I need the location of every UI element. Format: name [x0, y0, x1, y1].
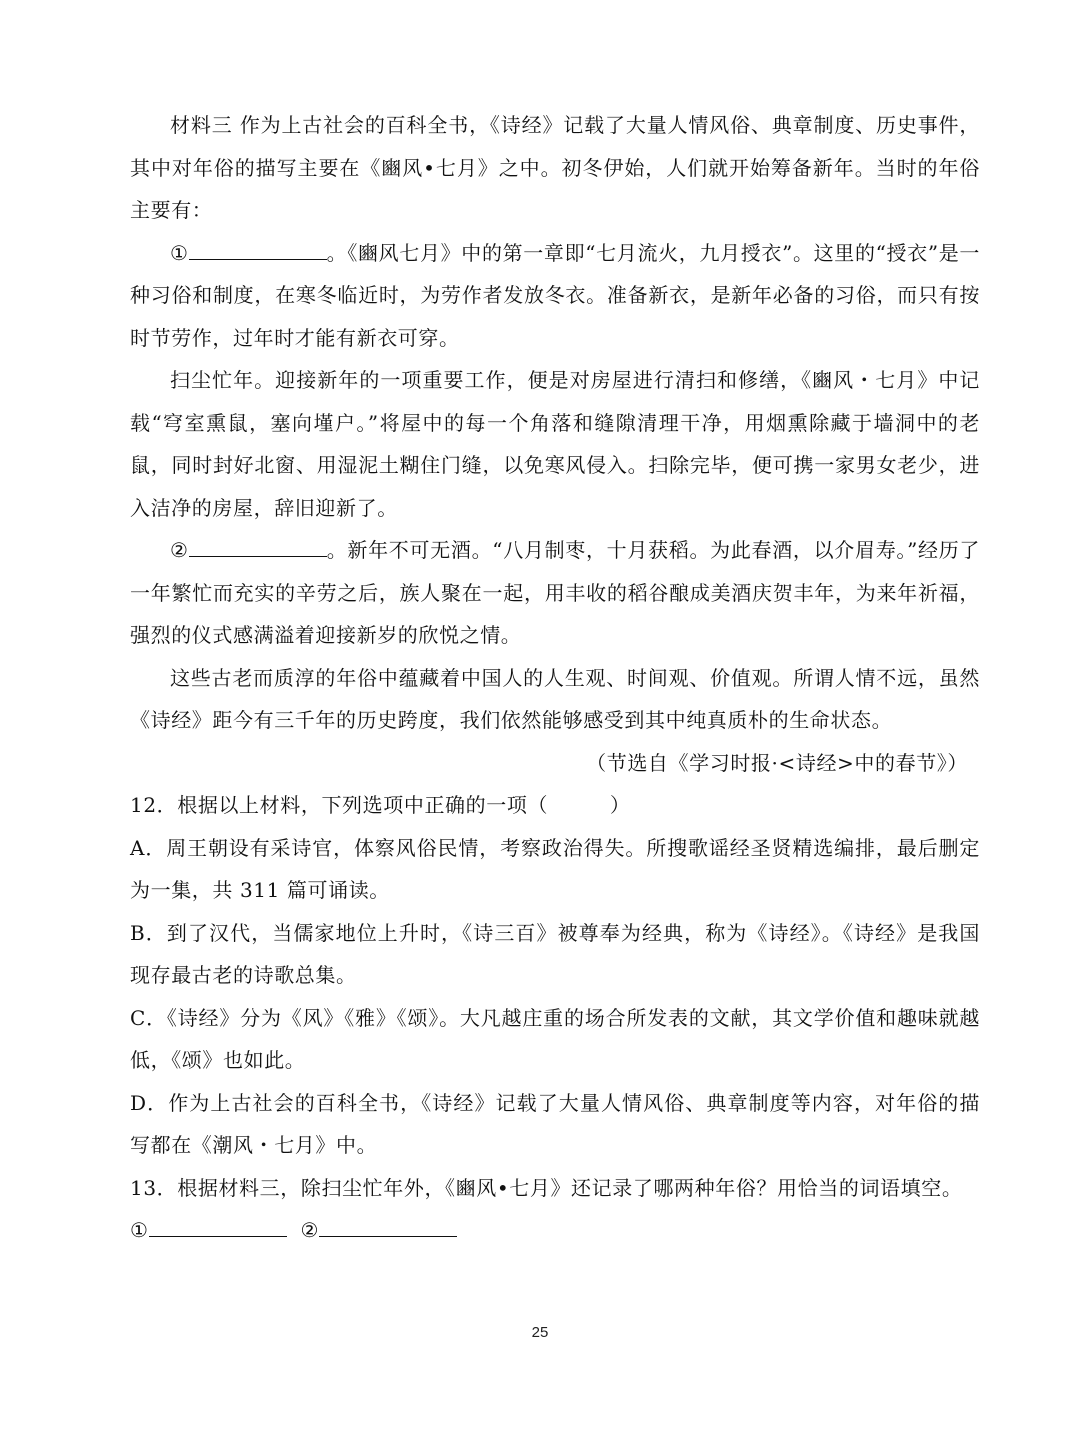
- question-13-stem: 13．根据材料三，除扫尘忙年外，《豳风•七月》还记录了哪两种年俗？用恰当的词语填空。: [130, 1175, 963, 1200]
- paragraph-conclusion: 这些古老而质淳的年俗中蕴藏着中国人的人生观、时间观、价值观。所谓人情不远，虽然《诗经》距今有三千年的历史跨度，我们依然能够感受到其中纯真质朴的生命状态。: [130, 665, 980, 732]
- paragraph-sweeping: 扫尘忙年。迎接新年的一项重要工作，便是对房屋进行清扫和修缮，《豳风・七月》中记载“穹室熏鼠，塞向墐户。”将屋中的每一个角落和缝隙清理干净，用烟熏除藏于墙洞中的老鼠，同时封好北窗、用湿泥土糊住门缝，以免寒风侵入。扫除完毕，便可携一家男女老少，进入洁净的房屋，辞旧迎新了。: [130, 368, 980, 520]
- material-three-intro: 材料三 作为上古社会的百科全书，《诗经》记载了大量人情风俗、典章制度、历史事件，其中对年俗的描写主要在《豳风•七月》之中。初冬伊始，人们就开始筹备新年。当时的年俗主要有：: [130, 113, 980, 222]
- blank-marker-2: ②: [170, 538, 189, 562]
- paragraph-wine: [130, 529, 980, 657]
- answer-marker-1: ①: [130, 1218, 149, 1242]
- blank-marker-1: ①: [170, 240, 189, 265]
- page-number: 25: [531, 1324, 549, 1341]
- fill-blank-1[interactable]: [189, 237, 327, 260]
- question-12-stem: 12．根据以上材料，下列选项中正确的一项（ ）: [130, 793, 631, 817]
- question-12-option-b[interactable]: B．到了汉代，当儒家地位上升时，《诗三百》被尊奉为经典，称为《诗经》。《诗经》是我国现存最古老的诗歌总集。: [130, 920, 980, 987]
- fill-blank-2[interactable]: [189, 534, 327, 557]
- question-13-answers: [130, 1209, 980, 1252]
- question-12-option-d[interactable]: D．作为上古社会的百科全书，《诗经》记载了大量人情风俗、典章制度等内容，对年俗的描写都在《潮风・七月》中。: [130, 1090, 980, 1157]
- paragraph-wine-text: 。新年不可无酒。“八月制枣，十月获稻。为此春酒，以介眉寿。”经历了一年繁忙而充实的辛劳之后，族人聚在一起，用丰收的稻谷酿成美酒庆贺丰年，为来年祈福，强烈的仪式感满溢着迎接新岁的欣悦之情。: [130, 538, 980, 647]
- answer-marker-2: ②: [300, 1218, 320, 1242]
- paragraph-new-clothes-text: 。《豳风七月》中的第一章即“七月流火，九月授衣”。这里的“授衣”是一种习俗和制度，在寒冬临近时，为劳作者发放冬衣。准备新衣，是新年必备的习俗，而只有按时节劳作，过年时才能有新衣可穿。: [130, 240, 980, 350]
- answer-blank-2[interactable]: [319, 1214, 457, 1237]
- paragraph-new-clothes: [130, 232, 980, 360]
- source-citation: （节选自《学习时报·<诗经>中的春节》）: [586, 750, 968, 775]
- question-12-option-c[interactable]: C．《诗经》分为《风》《雅》《颂》。大凡越庄重的场合所发表的文献，其文学价值和趣味就越低，《颂》也如此。: [130, 1005, 980, 1072]
- answer-blank-1[interactable]: [149, 1214, 287, 1237]
- question-12-option-a[interactable]: A．周王朝设有采诗官，体察风俗民情，考察政治得失。所搜歌谣经圣贤精选编排，最后删定为一集，共 311 篇可诵读。: [130, 835, 980, 902]
- material-three-section: [130, 104, 980, 1252]
